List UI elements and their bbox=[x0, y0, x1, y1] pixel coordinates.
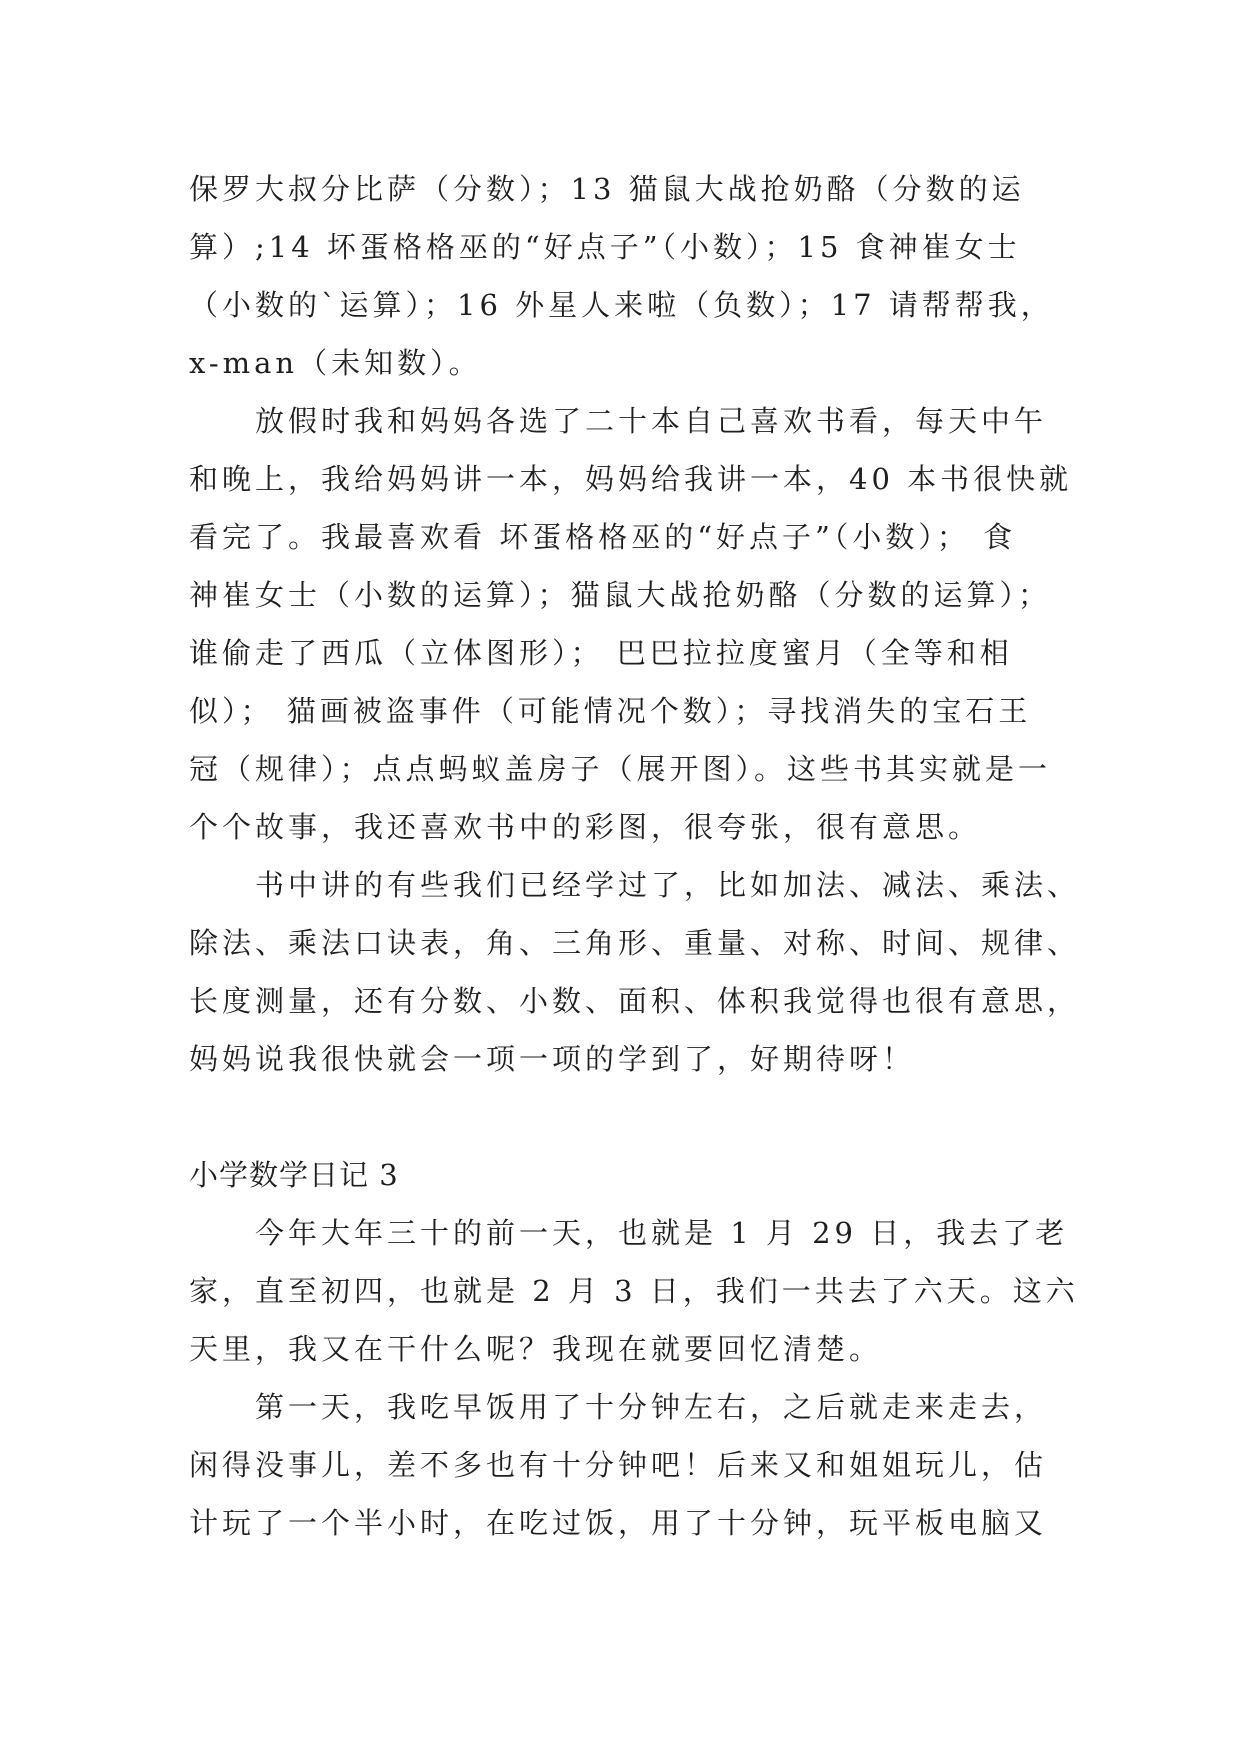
text-line: 今年大年三十的前一天，也就是 1 月 29 日，我去了老 bbox=[255, 1216, 1069, 1250]
text-line: 保罗大叔分比萨（分数）；13 猫鼠大战抢奶酪（分数的运 bbox=[189, 172, 1025, 206]
paragraph-book-list-continued bbox=[189, 160, 1069, 392]
section-title: 小学数学日记 3 bbox=[189, 1158, 399, 1192]
text-line: 似）； 猫画被盗事件（可能情况个数）；寻找消失的宝石王 bbox=[189, 694, 1032, 728]
text-line: 神崔女士（小数的运算）；猫鼠大战抢奶酪（分数的运算）； bbox=[189, 578, 1052, 612]
text-line: 闲得没事儿，差不多也有十分钟吧！后来又和姐姐玩儿，估 bbox=[189, 1448, 1048, 1482]
text-line: 计玩了一个半小时，在吃过饭，用了十分钟，玩平板电脑又 bbox=[189, 1506, 1048, 1540]
section-spacer bbox=[189, 1088, 1069, 1146]
text-line: 算）;14 坏蛋格格巫的“好点子”（小数）；15 食神崔女士 bbox=[189, 230, 1021, 264]
text-line: 妈妈说我很快就会一项一项的学到了，好期待呀！ bbox=[189, 1042, 916, 1076]
paragraph-new-year-trip bbox=[189, 1204, 1079, 1378]
text-line: （小数的`运算）；16 外星人来啦（负数）；17 请帮帮我， bbox=[189, 288, 1054, 322]
text-line: 家，直至初四，也就是 2 月 3 日，我们一共去了六天。这六 bbox=[189, 1274, 1079, 1308]
text-line: 和晚上，我给妈妈讲一本，妈妈给我讲一本，40 本书很快就 bbox=[189, 462, 1073, 496]
text-line: 长度测量，还有分数、小数、面积、体积我觉得也很有意思， bbox=[189, 984, 1081, 1018]
text-line: 书中讲的有些我们已经学过了，比如加法、减法、乘法、 bbox=[255, 868, 1081, 902]
text-line: 个个故事，我还喜欢书中的彩图，很夸张，很有意思。 bbox=[189, 810, 982, 844]
text-line: 放假时我和妈妈各选了二十本自己喜欢书看，每天中午 bbox=[255, 404, 1048, 438]
text-line: 天里，我又在干什么呢？我现在就要回忆清楚。 bbox=[189, 1332, 883, 1366]
document-body bbox=[189, 160, 1081, 1552]
text-line: 谁偷走了西瓜（立体图形）； 巴巴拉拉度蜜月（全等和相 bbox=[189, 636, 1013, 670]
paragraph-holiday-reading bbox=[189, 392, 1073, 856]
text-line: 除法、乘法口诀表，角、三角形、重量、对称、时间、规律、 bbox=[189, 926, 1081, 960]
paragraph-learned-topics bbox=[189, 856, 1081, 1088]
text-line: x-man（未知数）。 bbox=[189, 346, 482, 380]
text-line: 冠（规律）；点点蚂蚁盖房子（展开图）。这些书其实就是一 bbox=[189, 752, 1052, 786]
paragraph-first-day bbox=[189, 1378, 1069, 1552]
text-line: 看完了。我最喜欢看 坏蛋格格巫的“好点子”（小数）； 食 bbox=[189, 520, 1017, 554]
text-line: 第一天，我吃早饭用了十分钟左右，之后就走来走去， bbox=[255, 1390, 1048, 1424]
